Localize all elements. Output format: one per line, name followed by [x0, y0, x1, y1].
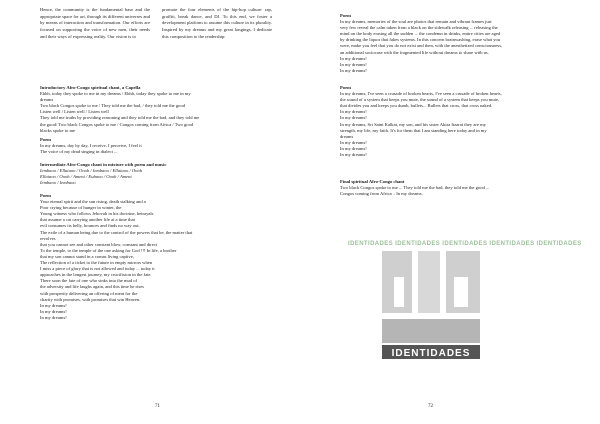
- text-line: In my dreams!: [340, 61, 367, 67]
- text-line: strength, my life, my faith. It's for them that I am standing here today and in my: [340, 127, 487, 133]
- text-line: In my dreams!: [40, 314, 67, 320]
- left-poem-2: [40, 193, 280, 321]
- text-line: an additional sociocase with the fragmented life without dreams to share with us.: [340, 49, 489, 55]
- text-line: They told me truths by providing reasoning and they told me the bad, and they told me: [40, 115, 200, 121]
- intro-column-2: promote the four elements of the hip-hop culture: rap, graffiti, break dance, and DJ. To this end, we foster a development platform to assume this culture in its plurality. Inspired by my dreams and my great longings, I dedicate this composition to the readership:: [162, 7, 272, 39]
- text-line: that assume a cat carrying another life at a time that: [40, 217, 135, 223]
- text-line: with prosperity delivering an offering of meat for the: [40, 290, 138, 296]
- poem-heading: Poem: [340, 85, 351, 90]
- text-line: In my dreams, I've seen a crusade of broken hearts, I've seen a crusade of broken hearts,: [340, 91, 502, 97]
- text-line: In my dreams!: [340, 139, 367, 145]
- text-line: In my dreams, memories of the soul are photos that remain and vibrant frames just: [340, 19, 492, 25]
- text-line: Two black Congos spoke to me / They told me the bad, / they told me the good: [40, 103, 186, 109]
- left-section-1: [40, 85, 280, 134]
- section-heading: Introductory Afro-Congo spiritual chant, a Capella: [40, 85, 141, 90]
- text-line: mind on the body erasing all the sudden ... the condemn in drinks, entire cities are aged: [340, 31, 501, 37]
- text-line: There soon the fate of one who sinks into the mud of: [40, 278, 138, 284]
- intro-columns: [40, 7, 272, 41]
- logo-cutout-1: [394, 277, 404, 307]
- text-line: In my dreams, day by day, I receive, I perceive, I feel it: [40, 143, 142, 149]
- intro-column-1: Hence, the community is the fundamental base and the appropriate space for art, through its different universes and by means of interaction and transformation. Our efforts are focused on supporting the voice of new men, their needs and their ways of expressing reality. Our vision is to: [40, 7, 150, 39]
- text-line: blacks spoke to me: [40, 127, 76, 133]
- text-line: the good/ Two black Congos spoke to me / Congos coming from Africa / Two good: [40, 121, 194, 127]
- logo-cutout-2: [454, 277, 468, 307]
- logo-block-4: [382, 319, 480, 343]
- text-line: In my dreams!: [340, 55, 367, 61]
- text-line: In my dreams!: [40, 302, 67, 308]
- right-poem-1: [340, 13, 570, 74]
- poem-lines: [340, 91, 570, 158]
- text-line: I miss a piece of glory that is not allowed and today ... today it: [40, 266, 155, 272]
- text-line: The reflection of a ticket to the future in empty mirrors when: [40, 260, 153, 266]
- logo-band-text: IDENTIDADES IDENTIDADES IDENTIDADES IDENTIDADES IDENTIDADES: [348, 241, 582, 247]
- section-heading: Intermediate Afro-Congo chant in mixture with poem and music: [40, 162, 167, 167]
- chant-lines: [340, 185, 570, 197]
- poem-lines: [40, 199, 280, 321]
- text-line: Poor crying because of hunger in winter, the: [40, 205, 122, 211]
- right-poem-2: [340, 85, 570, 158]
- logo-block-2: [418, 251, 440, 313]
- text-line: charity with promises, with promises that win Heaven.: [40, 296, 141, 302]
- poem-heading: Poem: [40, 193, 51, 198]
- text-line: To the temple, to the temple of the one asking for God !!! In life, a brother: [40, 247, 177, 253]
- text-line: the sound of a system that keeps you mute, the sound of a system that keeps you mute,: [340, 97, 500, 103]
- text-line: Two black Congos spoke to me ... They told me the bad, they told me the good ...: [340, 185, 490, 191]
- identidades-logo: [348, 237, 582, 367]
- text-line: Your eternal spirit and the sun rising, death stalking and a: [40, 199, 146, 205]
- text-line: approaches in the longest journey, my crucifixion in the fate.: [40, 272, 152, 278]
- text-line: Congos coming from Africa .. In my dreams.: [340, 191, 423, 197]
- page-number: 72: [428, 404, 433, 409]
- right-final-chant: [340, 179, 570, 197]
- poem-heading: Poem: [340, 13, 351, 18]
- text-line: Young witness who follows Jehovah in his doctrine, betrayals: [40, 211, 154, 217]
- text-line: In my dreams!: [340, 67, 367, 73]
- text-line: In my dreams!: [340, 145, 367, 151]
- text-line: In my dreams, Sri Saint Kalkat, my son, and his sister Akira Itzarat they are my: [340, 121, 486, 127]
- text-line: The voice of my dead singing in dialect ...: [40, 149, 118, 155]
- text-line: In my dreams!: [40, 308, 67, 314]
- left-section-2: [40, 162, 280, 186]
- text-line: Ellaiaoo / Oooh / Ameni / Eubaoo / Oooh / Ameni: [40, 174, 132, 180]
- text-line: dreams: [340, 133, 354, 139]
- text-line: that you cannot see and other constant blow, constant and direct: [40, 241, 158, 247]
- text-line: Ehhh, today they spoke to me in my dreams / Ehhh, today they spoke to me in my: [40, 91, 191, 97]
- page-number: 71: [155, 404, 160, 409]
- chant-lines: [40, 168, 280, 186]
- text-line: the adversity and life laughs again, and this time he rises: [40, 284, 144, 290]
- poem-lines: [40, 143, 280, 155]
- text-line: that divides you and keeps you dumb, bullets... Bullets that cross, that cross naked.: [340, 103, 493, 109]
- text-line: by drinking the liquor that fakes systems. In this concern brainwashing, erase what you: [340, 37, 501, 43]
- text-line: dreams: [40, 97, 54, 103]
- text-line: In my dreams!: [340, 115, 367, 121]
- section-lines: [40, 91, 280, 134]
- logo-wordmark: IDENTIDADES: [391, 348, 471, 359]
- poem-lines: [340, 19, 570, 74]
- text-line: revolves: [40, 235, 56, 241]
- text-line: Iembaoo / Iembaoo: [40, 180, 76, 186]
- text-line: were, make you feel that you do not exist and then, with the anesthetized consciousness,: [340, 43, 503, 49]
- text-line: Iembaoo / Ellaiaoo / Oooh / Iembaoo / Ellaiaoo / Oooh: [40, 168, 143, 174]
- text-line: Listen well / Listen well / Listen well: [40, 109, 109, 115]
- text-line: that my son cannot stand in a comas living captive,: [40, 253, 134, 259]
- text-line: In my dreams!: [340, 109, 367, 115]
- section-heading: Final spiritual Afro-Congo chant: [340, 179, 405, 184]
- left-poem-1: [40, 137, 280, 155]
- text-line: evil consumes its belly, bounces and finds no way out.: [40, 223, 140, 229]
- right-page: [300, 0, 600, 424]
- poem-heading: Poem: [40, 137, 51, 142]
- text-line: The exile of a human being due to the control of the powers that be, the matter that: [40, 229, 193, 235]
- text-line: In my dreams!: [340, 152, 367, 158]
- text-line: very few reveal the calm taken from a black on the sidewalk releasing ... releasing the: [340, 25, 498, 31]
